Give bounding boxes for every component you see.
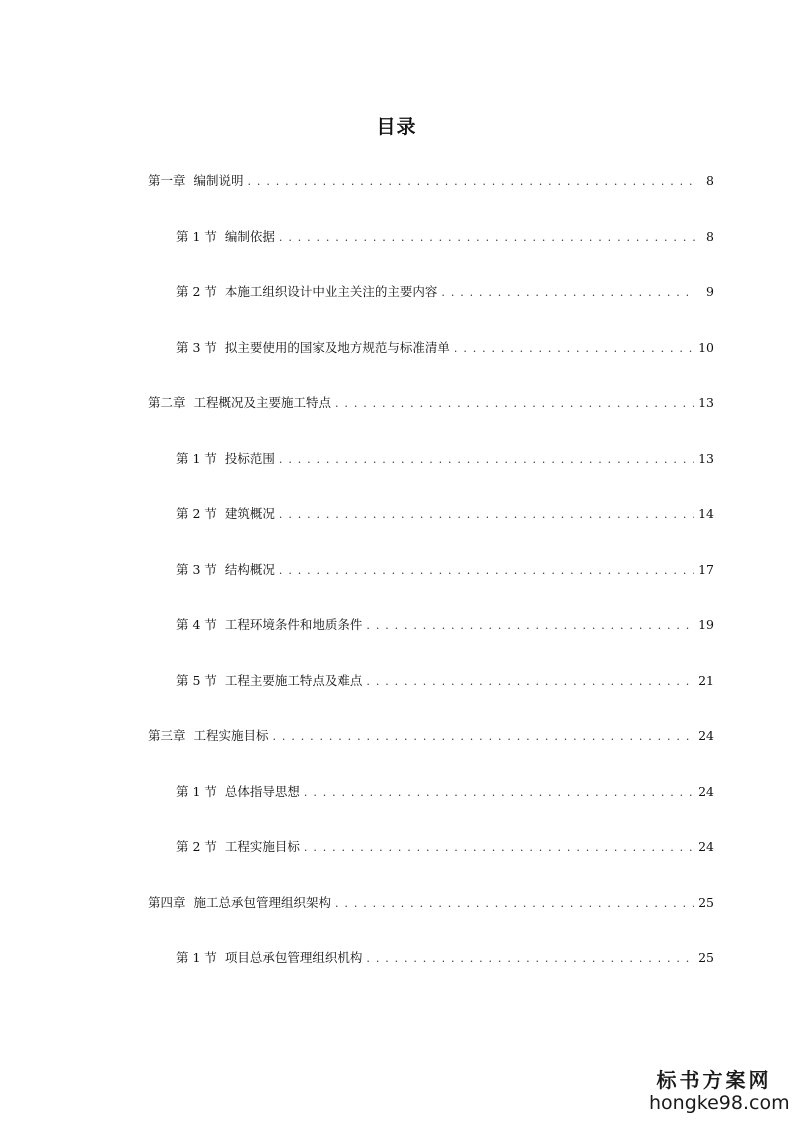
toc-entry-number: 第 2 节 [176, 506, 217, 521]
toc-entry-label [176, 561, 275, 579]
toc-leader-dots [279, 562, 694, 580]
toc-entry-page-number: 10 [698, 340, 714, 355]
toc-entry-page-number: 14 [698, 506, 714, 521]
toc-entry-section[interactable] [176, 672, 714, 690]
toc-entry-chapter[interactable] [148, 172, 714, 190]
toc-entry-page-number: 13 [698, 395, 714, 410]
toc-entry-number: 第 3 节 [176, 562, 217, 577]
toc-leader-dots [279, 229, 696, 247]
toc-entry-page-number: 24 [698, 839, 714, 854]
toc-entry-title: 建筑概况 [224, 506, 275, 521]
toc-entry-title: 工程实施目标 [193, 728, 269, 743]
toc-entry-page-number: 8 [706, 229, 714, 244]
toc-entry-number: 第 5 节 [176, 673, 217, 688]
toc-entry-section[interactable] [176, 783, 714, 801]
toc-entry-section[interactable] [176, 838, 714, 856]
toc-entry-title: 总体指导思想 [224, 784, 300, 799]
toc-entry-number: 第一章 [148, 173, 186, 188]
toc-leader-dots [273, 728, 695, 746]
toc-entry-label [176, 450, 275, 468]
toc-entry-title: 结构概况 [224, 562, 275, 577]
toc-entry-label [176, 616, 362, 634]
toc-entry-title: 拟主要使用的国家及地方规范与标准清单 [224, 340, 450, 355]
toc-entry-number: 第三章 [148, 728, 186, 743]
toc-entry-page-number: 25 [698, 950, 714, 965]
page-title: 目录 [376, 116, 417, 138]
watermark-url: hongke98.com [649, 1092, 790, 1114]
toc-entry-title: 编制说明 [193, 173, 244, 188]
toc-entry-label [176, 339, 450, 357]
toc-entry-label [148, 894, 331, 912]
toc-entry-number: 第 2 节 [176, 284, 217, 299]
toc-entry-page-number: 13 [698, 451, 714, 466]
toc-entry-chapter[interactable] [148, 394, 714, 412]
toc-entry-title: 编制依据 [224, 229, 275, 244]
toc-entry-number: 第 1 节 [176, 784, 217, 799]
toc-entry-page-number: 24 [698, 728, 714, 743]
toc-entry-number: 第 1 节 [176, 229, 217, 244]
toc-entry-label [176, 838, 300, 856]
toc-leader-dots [304, 784, 694, 802]
toc-entry-title: 工程主要施工特点及难点 [224, 673, 363, 688]
toc-leader-dots [366, 617, 694, 635]
toc-entry-label [176, 228, 275, 246]
watermark-logo [649, 1068, 790, 1114]
toc-entry-page-number: 24 [698, 784, 714, 799]
toc-entry-number: 第四章 [148, 895, 186, 910]
toc-entry-chapter[interactable] [148, 894, 714, 912]
toc-entry-title: 本施工组织设计中业主关注的主要内容 [224, 284, 438, 299]
toc-entry-label [176, 283, 437, 301]
toc-entry-page-number: 8 [706, 173, 714, 188]
toc-entry-title: 工程概况及主要施工特点 [193, 395, 332, 410]
toc-leader-dots [248, 173, 696, 191]
toc-entry-title: 工程环境条件和地质条件 [224, 617, 363, 632]
toc-leader-dots [279, 506, 694, 524]
toc-entry-page-number: 17 [698, 562, 714, 577]
toc-leader-dots [366, 950, 694, 968]
toc-entry-page-number: 21 [698, 673, 714, 688]
toc-entry-label [176, 672, 362, 690]
toc-entry-label [176, 949, 362, 967]
toc-entry-number: 第 4 节 [176, 617, 217, 632]
toc-entry-label [148, 727, 269, 745]
toc-entry-number: 第 2 节 [176, 839, 217, 854]
toc-entry-number: 第二章 [148, 395, 186, 410]
toc-entry-section[interactable] [176, 450, 714, 468]
toc-entry-page-number: 25 [698, 895, 714, 910]
watermark-chinese: 标书方案网 [656, 1068, 772, 1092]
toc-leader-dots [441, 284, 696, 302]
toc-entry-page-number: 9 [706, 284, 714, 299]
toc-entry-section[interactable] [176, 283, 714, 301]
toc-entry-title: 项目总承包管理组织机构 [224, 950, 363, 965]
toc-entry-section[interactable] [176, 616, 714, 634]
toc-entry-page-number: 19 [698, 617, 714, 632]
toc-leader-dots [335, 895, 694, 913]
toc-leader-dots [366, 673, 694, 691]
toc-leader-dots [304, 839, 694, 857]
toc-entry-chapter[interactable] [148, 727, 714, 745]
toc-leader-dots [279, 451, 694, 469]
toc-entry-section[interactable] [176, 561, 714, 579]
toc-entry-title: 施工总承包管理组织架构 [193, 895, 332, 910]
toc-leader-dots [335, 395, 694, 413]
toc-entry-section[interactable] [176, 505, 714, 523]
toc-entry-section[interactable] [176, 339, 714, 357]
toc-entry-section[interactable] [176, 949, 714, 967]
toc-entry-section[interactable] [176, 228, 714, 246]
toc-entry-number: 第 3 节 [176, 340, 217, 355]
toc-entry-label [148, 172, 244, 190]
toc-entry-label [176, 505, 275, 523]
toc-entry-number: 第 1 节 [176, 451, 217, 466]
toc-entry-label [176, 783, 300, 801]
toc-entry-label [148, 394, 331, 412]
toc-leader-dots [454, 340, 694, 358]
toc-entry-number: 第 1 节 [176, 950, 217, 965]
toc-entry-title: 投标范围 [224, 451, 275, 466]
toc-entry-title: 工程实施目标 [224, 839, 300, 854]
